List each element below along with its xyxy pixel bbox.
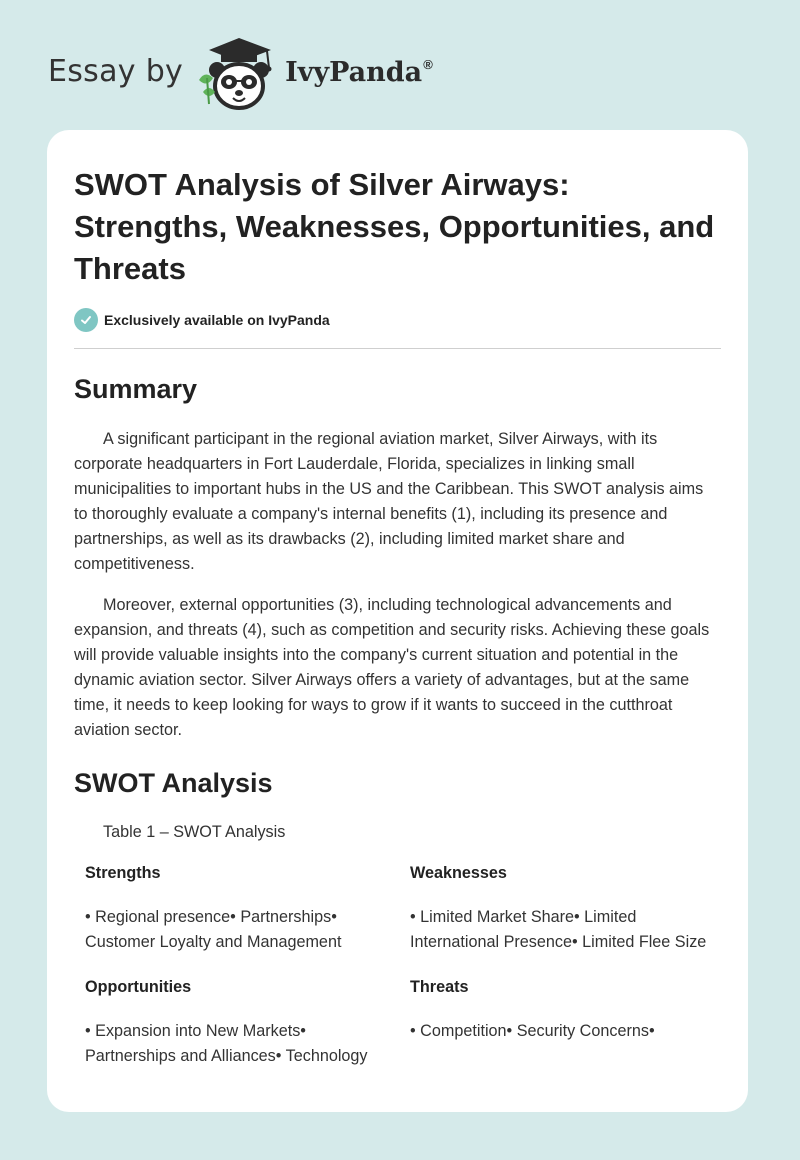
brand-prefix: Essay by (48, 53, 184, 89)
swot-table (85, 863, 721, 1069)
threats-label: Threats (410, 978, 469, 996)
opportunities-label: Opportunities (85, 978, 192, 996)
swot-cell-weaknesses (410, 863, 720, 955)
threats-text: • Competition• Security Concerns• (410, 1022, 655, 1040)
exclusive-badge (74, 308, 721, 349)
site-header (48, 34, 433, 114)
badge-label: Exclusively available on IvyPanda (104, 312, 330, 328)
summary-heading: Summary (74, 374, 198, 404)
brand-name[interactable]: IvyPanda® (285, 56, 433, 88)
table-caption: Table 1 – SWOT Analysis (103, 823, 286, 841)
summary-paragraph-1: A significant participant in the regional aviation market, Silver Airways, with its corporate headquarters in Fort Lauderdale, Florida, specializes in linking small municipalities to important hubs in the US and the Caribbean. This SWOT analysis aims to thoroughly evaluate a company's internal benefits (1), including its presence and partnerships, as well as its drawbacks (2), including limited market share and competitiveness. (74, 430, 704, 573)
panda-graduate-icon[interactable] (195, 34, 285, 114)
swot-cell-threats (410, 977, 720, 1069)
opportunities-text: • Expansion into New Markets• Partnerships and Alliances• Technology (85, 1022, 368, 1065)
essay-card (47, 130, 748, 1112)
weaknesses-label: Weaknesses (410, 864, 507, 882)
swot-heading: SWOT Analysis (74, 768, 273, 798)
registered-mark: ® (423, 56, 433, 72)
swot-cell-opportunities (85, 977, 410, 1069)
weaknesses-text: • Limited Market Share• Limited International Presence• Limited Flee Size (410, 908, 707, 951)
strengths-text: • Regional presence• Partnerships• Customer Loyalty and Management (85, 908, 342, 951)
page-title: SWOT Analysis of Silver Airways: Strengths, Weaknesses, Opportunities, and Threats (74, 167, 715, 286)
check-icon (74, 308, 98, 332)
strengths-label: Strengths (85, 864, 161, 882)
summary-paragraph-2: Moreover, external opportunities (3), including technological advancements and expansion, and threats (4), such as competition and security risks. Achieving these goals will provide valuable insights into the company's current situation and potential in the dynamic aviation sector. Silver Airways offers a variety of advantages, but at the same time, it needs to keep looking for ways to grow if it wants to succeed in the cutthroat aviation sector. (74, 596, 710, 739)
swot-cell-strengths (85, 863, 410, 955)
